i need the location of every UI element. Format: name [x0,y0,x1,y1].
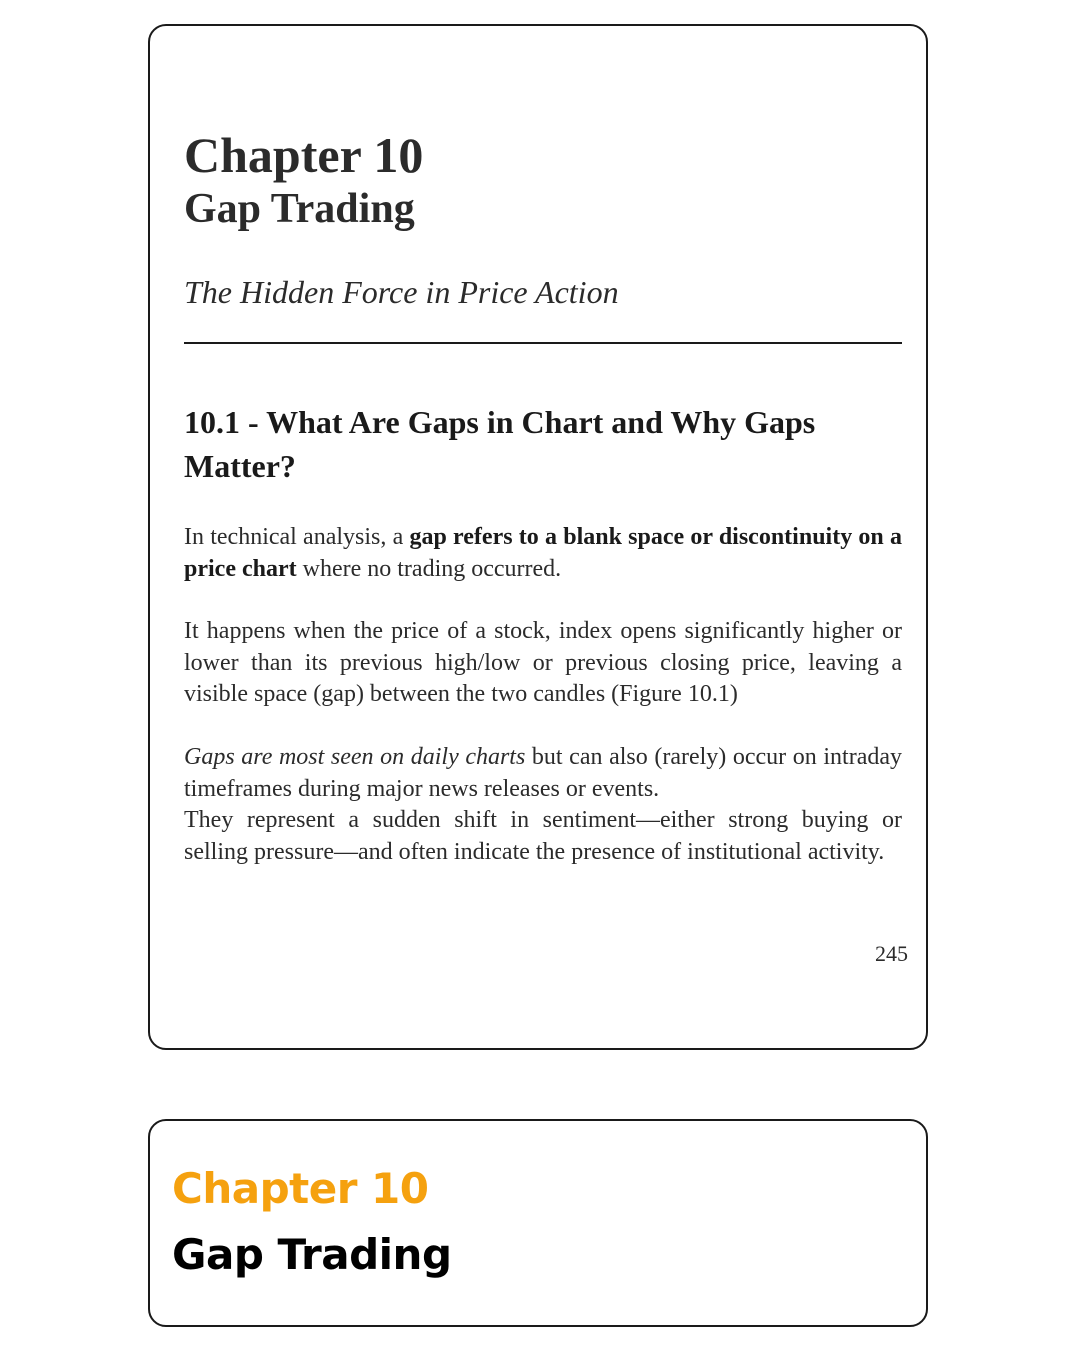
page-number: 245 [875,941,908,966]
paragraph-text: where no trading occurred. [296,555,562,582]
caption-chapter-label: Chapter 10 [172,1164,429,1213]
paragraph-text: They represent a sudden shift in sentiment—either strong buying or selling pressure—and often indicate the presence of institutional activity. [184,807,902,865]
divider [184,342,902,344]
caption-title: Gap Trading [172,1230,452,1279]
paragraph-text: In technical analysis, a [184,524,410,550]
chapter-number: Chapter 10 [184,127,424,183]
chapter-title: Gap Trading [184,186,415,232]
paragraph-gap-explanation: It happens when the price of a stock, index opens significantly higher or lower than its previous high/low or previous closing price, leaving a visible space (gap) between the two candles (Figure 10.1) [184,618,902,707]
chapter-subtitle: The Hidden Force in Price Action [184,274,619,310]
caption-card [148,1119,928,1327]
paragraph-bold-text: gap refers to a blank space or discontinuity on a price chart [184,524,902,582]
paragraph-italic-text: Gaps are most seen on daily charts [184,744,526,770]
paragraph-text: but can also (rarely) occur on intraday timeframes during major news releases or events. [184,744,902,802]
paragraph-gap-definition [184,522,902,585]
section-heading: 10.1 - What Are Gaps in Chart and Why Gaps Matter? [184,404,816,484]
book-page-card [148,24,928,1050]
paragraph-gap-occurrence [184,742,902,868]
